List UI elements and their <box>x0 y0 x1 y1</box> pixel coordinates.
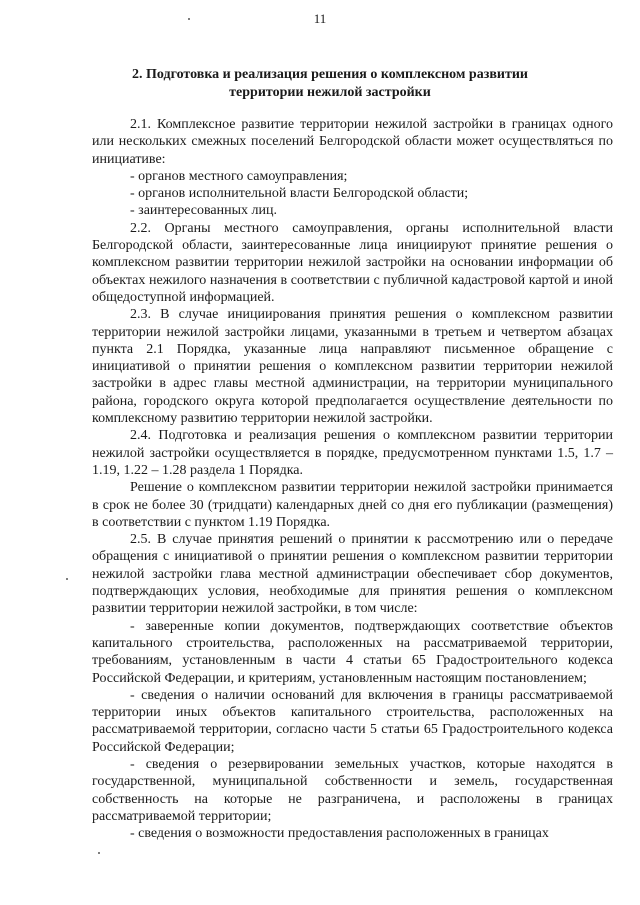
clause-2-5-intro: 2.5. В случае принятия решений о принятии к рассмотрению или о передаче обращения с инициативой о принятии решения о комплексном развитии территории нежилой застройки глава местной администрации обеспечивает сбор документов, подтверждающих условия, необходимые для принятия решения о комплексном развитии территории нежилой застройки, в том числе: <box>92 532 613 617</box>
clause-2-1-intro: 2.1. Комплексное развитие территории нежилой застройки в границах одного или нескольких смежных поселений Белгородской области может осуществляться по инициативе: <box>92 117 613 167</box>
clause-2-4-paragraph: 2.4. Подготовка и реализация решения о комплексном развитии территории нежилой застройки осуществляется в порядке, предусмотренном пунктами 1.5, 1.7 – 1.19, 1.22 – 1.28 раздела 1 Порядка. <box>92 428 613 478</box>
clause-2-2: 2.2. Органы местного самоуправления, органы исполнительной власти Белгородской области, заинтересованные лица инициируют принятие решения о комплексном развитии территории нежилой застройки на основании информации об объектах нежилого назначения в соответствии с публичной кадастровой картой и иной общедоступной информацией. <box>92 220 613 305</box>
list-item: - сведения о наличии оснований для включения в границы рассматриваемой территории иных объектов капитального строительства, расположенных на рассматриваемой территории, согласно части 5 статьи 65 Градостроительного кодекса Российской Федерации; <box>92 687 613 755</box>
section-title: 2. Подготовка и реализация решения о комплексном развитии территории нежилой застройки <box>132 67 528 100</box>
clause-2-3: 2.3. В случае инициирования принятия решения о комплексном развитии территории нежилой застройки лицами, указанными в третьем и четвертом абзацах пункта 2.1 Порядка, указанные лица направляют письменное обращение с инициативой о принятии решения о комплексном развитии территории нежилой застройки в адрес главы местной администрации, на территории муниципального района, городского округа которой предполагается осуществление деятельности по комплексному развитию территории нежилой застройки. <box>92 307 613 427</box>
scan-speck <box>66 578 68 580</box>
list-item: - органов исполнительной власти Белгородской области; <box>130 186 469 202</box>
list-item: - сведения о резервировании земельных участков, которые находятся в государственной, муниципальной собственности и земель, государственная собственность на которые не разграничена, и расположены в границах рассматриваемой территории; <box>92 756 613 824</box>
list-item: - заинтересованных лиц. <box>130 203 277 219</box>
list-item: - органов местного самоуправления; <box>130 168 348 184</box>
list-item: - сведения о возможности предоставления расположенных в границах <box>130 826 549 842</box>
scan-speck <box>98 852 100 854</box>
document-body <box>92 116 613 842</box>
clause-2-4-paragraph: Решение о комплексном развитии территории нежилой застройки принимается в срок не более 30 (тридцати) календарных дней со дня его публикации (размещения) в соответствии с пунктом 1.19 Порядка. <box>92 480 613 530</box>
list-item: - заверенные копии документов, подтверждающих соответствие объектов капитального строительства, расположенных на рассматриваемой территории, требованиям, установленным в части 4 статьи 65 Градостроительного кодекса Российской Федерации, и критериям, установленным настоящим постановлением; <box>92 618 613 686</box>
page-number: 11 <box>313 11 327 26</box>
